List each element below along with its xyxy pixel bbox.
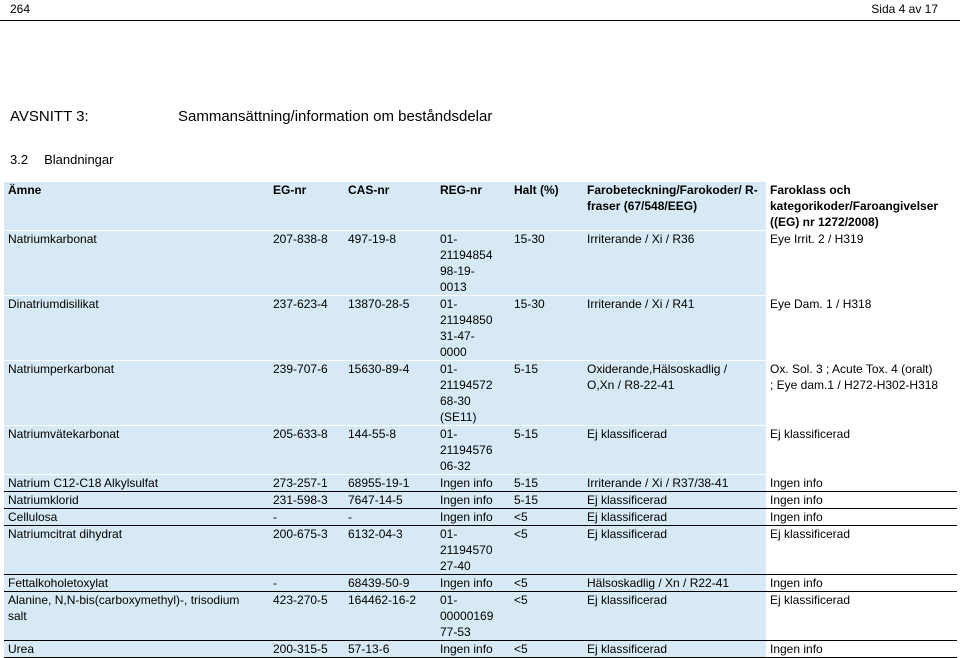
table-row: [4, 361, 957, 426]
table-header-row: [4, 182, 957, 231]
cas-number: 68955-19-1: [344, 475, 436, 492]
reg-number: 01- 21194576 06-32: [436, 426, 510, 475]
substance-name: Cellulosa: [4, 509, 269, 526]
reg-number: 01- 21194572 68-30 (SE11): [436, 361, 510, 426]
eg-number: -: [269, 509, 344, 526]
reg-number: Ingen info: [436, 575, 510, 592]
cas-number: 497-19-8: [344, 231, 436, 296]
cas-number: 144-55-8: [344, 426, 436, 475]
dsd-classification: Ej klassificerad: [583, 426, 766, 475]
cas-number: -: [344, 509, 436, 526]
table-row: [4, 509, 957, 526]
dsd-classification: Ej klassificerad: [583, 509, 766, 526]
column-header: Halt (%): [510, 182, 583, 231]
clp-classification: Ingen info: [766, 641, 957, 658]
subsection-title: Blandningar: [44, 152, 114, 167]
concentration: <5: [510, 592, 583, 641]
reg-number: 01- 21194850 31-47- 0000: [436, 296, 510, 361]
substance-name: Natrium C12-C18 Alkylsulfat: [4, 475, 269, 492]
table-row: [4, 475, 957, 492]
clp-classification: Eye Irrit. 2 / H319: [766, 231, 957, 296]
cas-number: 68439-50-9: [344, 575, 436, 592]
eg-number: 239-707-6: [269, 361, 344, 426]
reg-number: 01- 21194570 27-40: [436, 526, 510, 575]
concentration: 5-15: [510, 475, 583, 492]
concentration: <5: [510, 641, 583, 658]
clp-classification: Ox. Sol. 3 ; Acute Tox. 4 (oralt) ; Eye dam.1 / H272-H302-H318: [766, 361, 957, 426]
clp-classification: Ingen info: [766, 475, 957, 492]
cas-number: 164462-16-2: [344, 592, 436, 641]
column-header: CAS-nr: [344, 182, 436, 231]
dsd-classification: Irriterande / Xi / R37/38-41: [583, 475, 766, 492]
clp-classification: Ingen info: [766, 492, 957, 509]
eg-number: 200-675-3: [269, 526, 344, 575]
table-row: [4, 426, 957, 475]
reg-number: Ingen info: [436, 492, 510, 509]
section-number: AVSNITT 3:: [10, 108, 89, 125]
subsection-number: 3.2: [10, 152, 29, 167]
reg-number: 01- 21194854 98-19- 0013: [436, 231, 510, 296]
table-row: [4, 296, 957, 361]
clp-classification: Ingen info: [766, 575, 957, 592]
substance-name: Dinatriumdisilikat: [4, 296, 269, 361]
eg-number: 205-633-8: [269, 426, 344, 475]
eg-number: 200-315-5: [269, 641, 344, 658]
table-row: [4, 492, 957, 509]
dsd-classification: Ej klassificerad: [583, 641, 766, 658]
clp-classification: Ej klassificerad: [766, 526, 957, 575]
clp-classification: Eye Dam. 1 / H318: [766, 296, 957, 361]
concentration: <5: [510, 509, 583, 526]
column-header: Faroklass och kategorikoder/Faroangivelser ((EG) nr 1272/2008): [766, 182, 957, 231]
eg-number: 231-598-3: [269, 492, 344, 509]
cas-number: 15630-89-4: [344, 361, 436, 426]
substance-name: Natriumvätekarbonat: [4, 426, 269, 475]
subsection-heading: [10, 152, 113, 167]
cas-number: 6132-04-3: [344, 526, 436, 575]
eg-number: 273-257-1: [269, 475, 344, 492]
dsd-classification: Ej klassificerad: [583, 492, 766, 509]
column-header: EG-nr: [269, 182, 344, 231]
substance-name: Natriumperkarbonat: [4, 361, 269, 426]
concentration: 5-15: [510, 426, 583, 475]
table-row: [4, 592, 957, 641]
cas-number: 7647-14-5: [344, 492, 436, 509]
substance-name: Fettalkoholetoxylat: [4, 575, 269, 592]
column-header: Ämne: [4, 182, 269, 231]
dsd-classification: Ej klassificerad: [583, 526, 766, 575]
concentration: 15-30: [510, 296, 583, 361]
composition-table: [4, 182, 957, 658]
concentration: 5-15: [510, 492, 583, 509]
concentration: 15-30: [510, 231, 583, 296]
column-header: REG-nr: [436, 182, 510, 231]
section-title: Sammansättning/information om beståndsdelar: [178, 108, 493, 125]
page-number: 264: [10, 2, 31, 16]
table-row: [4, 526, 957, 575]
table-row: [4, 575, 957, 592]
substance-name: Natriumcitrat dihydrat: [4, 526, 269, 575]
table-row: [4, 641, 957, 658]
reg-number: Ingen info: [436, 475, 510, 492]
cas-number: 57-13-6: [344, 641, 436, 658]
concentration: 5-15: [510, 361, 583, 426]
table-row: [4, 231, 957, 296]
substance-name: Urea: [4, 641, 269, 658]
clp-classification: Ej klassificerad: [766, 426, 957, 475]
dsd-classification: Ej klassificerad: [583, 592, 766, 641]
eg-number: -: [269, 575, 344, 592]
reg-number: 01- 00000169 77-53: [436, 592, 510, 641]
cas-number: 13870-28-5: [344, 296, 436, 361]
concentration: <5: [510, 575, 583, 592]
concentration: <5: [510, 526, 583, 575]
eg-number: 423-270-5: [269, 592, 344, 641]
reg-number: Ingen info: [436, 509, 510, 526]
reg-number: Ingen info: [436, 641, 510, 658]
substance-name: Natriumkarbonat: [4, 231, 269, 296]
dsd-classification: Hälsoskadlig / Xn / R22-41: [583, 575, 766, 592]
substance-name: Alanine, N,N-bis(carboxymethyl)-, trisodium salt: [4, 592, 269, 641]
dsd-classification: Irriterande / Xi / R36: [583, 231, 766, 296]
dsd-classification: Irriterande / Xi / R41: [583, 296, 766, 361]
clp-classification: Ingen info: [766, 509, 957, 526]
header-rule: [0, 20, 960, 21]
page-of-total: Sida 4 av 17: [871, 2, 938, 16]
eg-number: 207-838-8: [269, 231, 344, 296]
dsd-classification: Oxiderande,Hälsoskadlig / O,Xn / R8-22-41: [583, 361, 766, 426]
clp-classification: Ej klassificerad: [766, 592, 957, 641]
substance-name: Natriumklorid: [4, 492, 269, 509]
column-header: Farobeteckning/Farokoder/ R-fraser (67/548/EEG): [583, 182, 766, 231]
eg-number: 237-623-4: [269, 296, 344, 361]
